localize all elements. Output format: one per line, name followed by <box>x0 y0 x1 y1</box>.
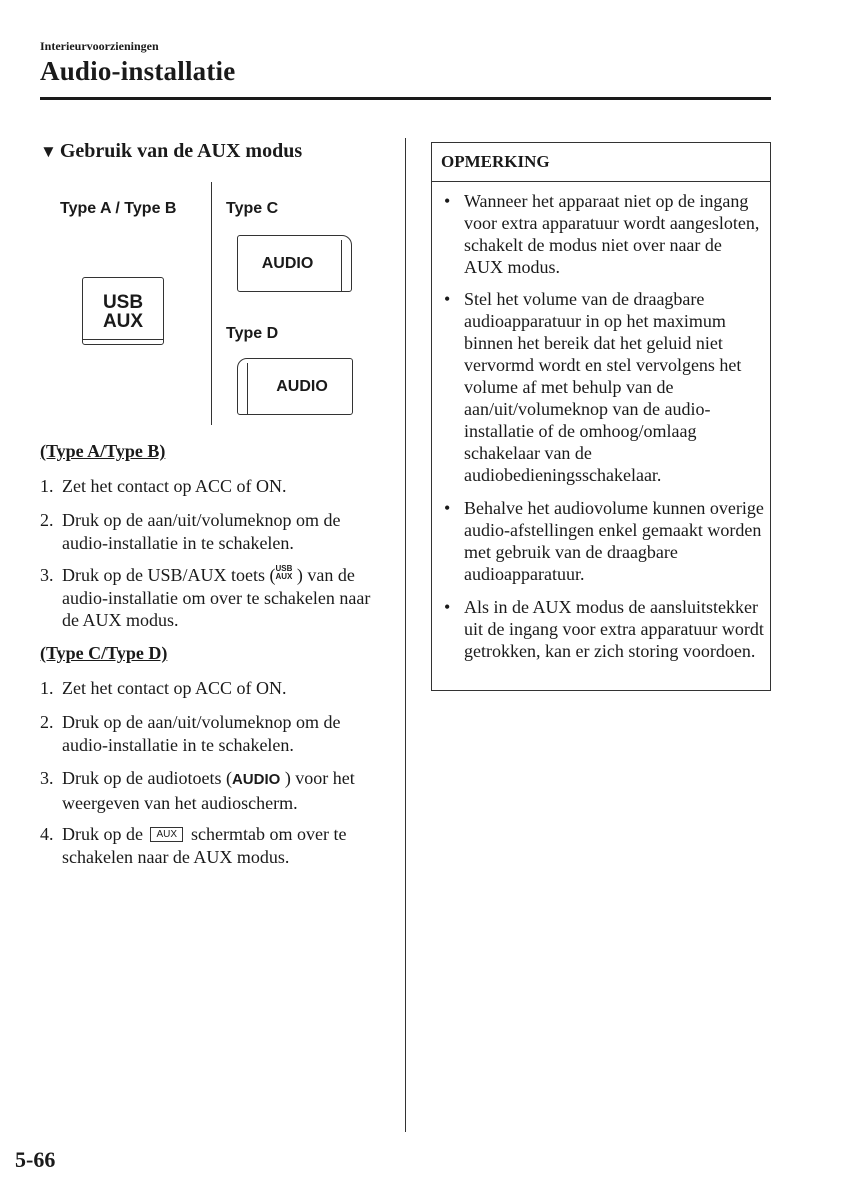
bullet-icon: • <box>444 289 451 309</box>
figure-divider <box>211 182 212 425</box>
step-text: Zet het contact op ACC of ON. <box>62 678 287 698</box>
figure-label-type-ab: Type A / Type B <box>60 200 177 217</box>
note-item-text: Stel het volume van de draagbare audioapparatuur in op het maximum binnen het bereik dat het geluid niet vervormd wordt en stel vervolgens het volume af met behulp van de aan/uit/volumeknop van de audio-installatie of de omhoog/omlaag schakelaar van de audiobedieningsschakelaar. <box>464 289 742 485</box>
step-number: 1. <box>40 678 54 698</box>
button-edge <box>247 363 248 415</box>
step-text <box>40 564 390 632</box>
step-text: Druk op de aan/uit/volumeknop om de audio-installatie in te schakelen. <box>62 712 341 755</box>
step-text: Zet het contact op ACC of ON. <box>62 476 287 496</box>
step-text: Druk op de aan/uit/volumeknop om de audio-installatie in te schakelen. <box>62 510 341 553</box>
bullet-icon: • <box>444 191 451 211</box>
button-strip <box>83 339 163 340</box>
triangle-marker-icon: ▼ <box>40 142 57 161</box>
step-cd-3 <box>40 767 390 814</box>
figure-label-type-c: Type C <box>226 200 279 217</box>
page-title: Audio-installatie <box>40 56 236 86</box>
note-item-text: Behalve het audiovolume kunnen overige audio-afstellingen enkel gemaakt worden met gebruik van de draagbare audioapparatuur. <box>464 498 764 584</box>
audio-button-d-label: AUDIO <box>276 377 328 395</box>
step-cd-1 <box>40 677 390 700</box>
usb-aux-inline-icon <box>276 565 293 581</box>
note-item-2 <box>444 288 764 486</box>
step-text-post: ) van de audio-installatie om over te schakelen naar de AUX modus. <box>62 565 371 630</box>
note-item-4 <box>444 596 764 662</box>
step-text-post: ) voor het weergeven van het audioscherm. <box>62 768 355 813</box>
header-rule <box>40 97 771 100</box>
note-box <box>431 142 771 691</box>
section-label: Interieurvoorzieningen <box>40 39 159 53</box>
button-edge <box>341 240 342 292</box>
section-heading <box>40 140 302 163</box>
step-text-pre: Druk op de <box>62 824 143 844</box>
type-cd-heading: (Type C/Type D) <box>40 643 168 663</box>
note-item-3 <box>444 497 764 585</box>
audio-inline-icon: AUDIO <box>231 771 281 788</box>
note-title: OPMERKING <box>441 152 550 171</box>
step-text <box>40 767 390 814</box>
aux-inline-label: AUX <box>275 572 293 581</box>
page-number: 5-66 <box>15 1147 56 1172</box>
usb-inline-label: USB <box>275 564 293 573</box>
note-item-text: Als in de AUX modus de aansluitstekker uit de ingang voor extra apparatuur wordt getrokken, kan er zich storing voordoen. <box>464 597 764 661</box>
note-title-row <box>432 143 770 182</box>
step-text <box>40 823 390 868</box>
note-item-text: Wanneer het apparaat niet op de ingang voor extra apparatuur wordt aangesloten, schakelt de modus niet over naar de AUX modus. <box>464 191 760 277</box>
audio-button-type-d-illustration <box>237 358 353 415</box>
step-cd-4 <box>40 823 390 868</box>
aux-button-label: AUX <box>102 311 144 332</box>
step-text-post: schermtab om over te schakelen naar de AUX modus. <box>62 824 347 867</box>
usb-aux-button-illustration <box>82 277 164 345</box>
figure-label-type-d: Type D <box>226 325 279 342</box>
step-text-pre: Druk op de audiotoets ( <box>62 768 232 788</box>
audio-button-c-label: AUDIO <box>261 254 314 272</box>
step-text-pre: Druk op de USB/AUX toets ( <box>62 565 276 585</box>
step-ab-1 <box>40 475 390 498</box>
step-cd-2 <box>40 711 390 756</box>
note-item-1 <box>444 190 764 278</box>
step-number: 3. <box>40 565 54 585</box>
audio-button-type-c-illustration <box>237 235 352 292</box>
step-number: 2. <box>40 510 54 530</box>
step-number: 3. <box>40 768 54 788</box>
type-ab-heading: (Type A/Type B) <box>40 441 166 461</box>
usb-button-label: USB <box>102 292 144 313</box>
step-number: 4. <box>40 824 54 844</box>
bullet-icon: • <box>444 498 451 518</box>
step-number: 2. <box>40 712 54 732</box>
bullet-icon: • <box>444 597 451 617</box>
aux-tab-inline-icon: AUX <box>150 827 183 842</box>
step-ab-3 <box>40 564 390 632</box>
step-number: 1. <box>40 476 54 496</box>
section-heading-text: Gebruik van de AUX modus <box>59 140 303 162</box>
step-ab-2 <box>40 509 390 554</box>
column-divider <box>405 138 406 1132</box>
